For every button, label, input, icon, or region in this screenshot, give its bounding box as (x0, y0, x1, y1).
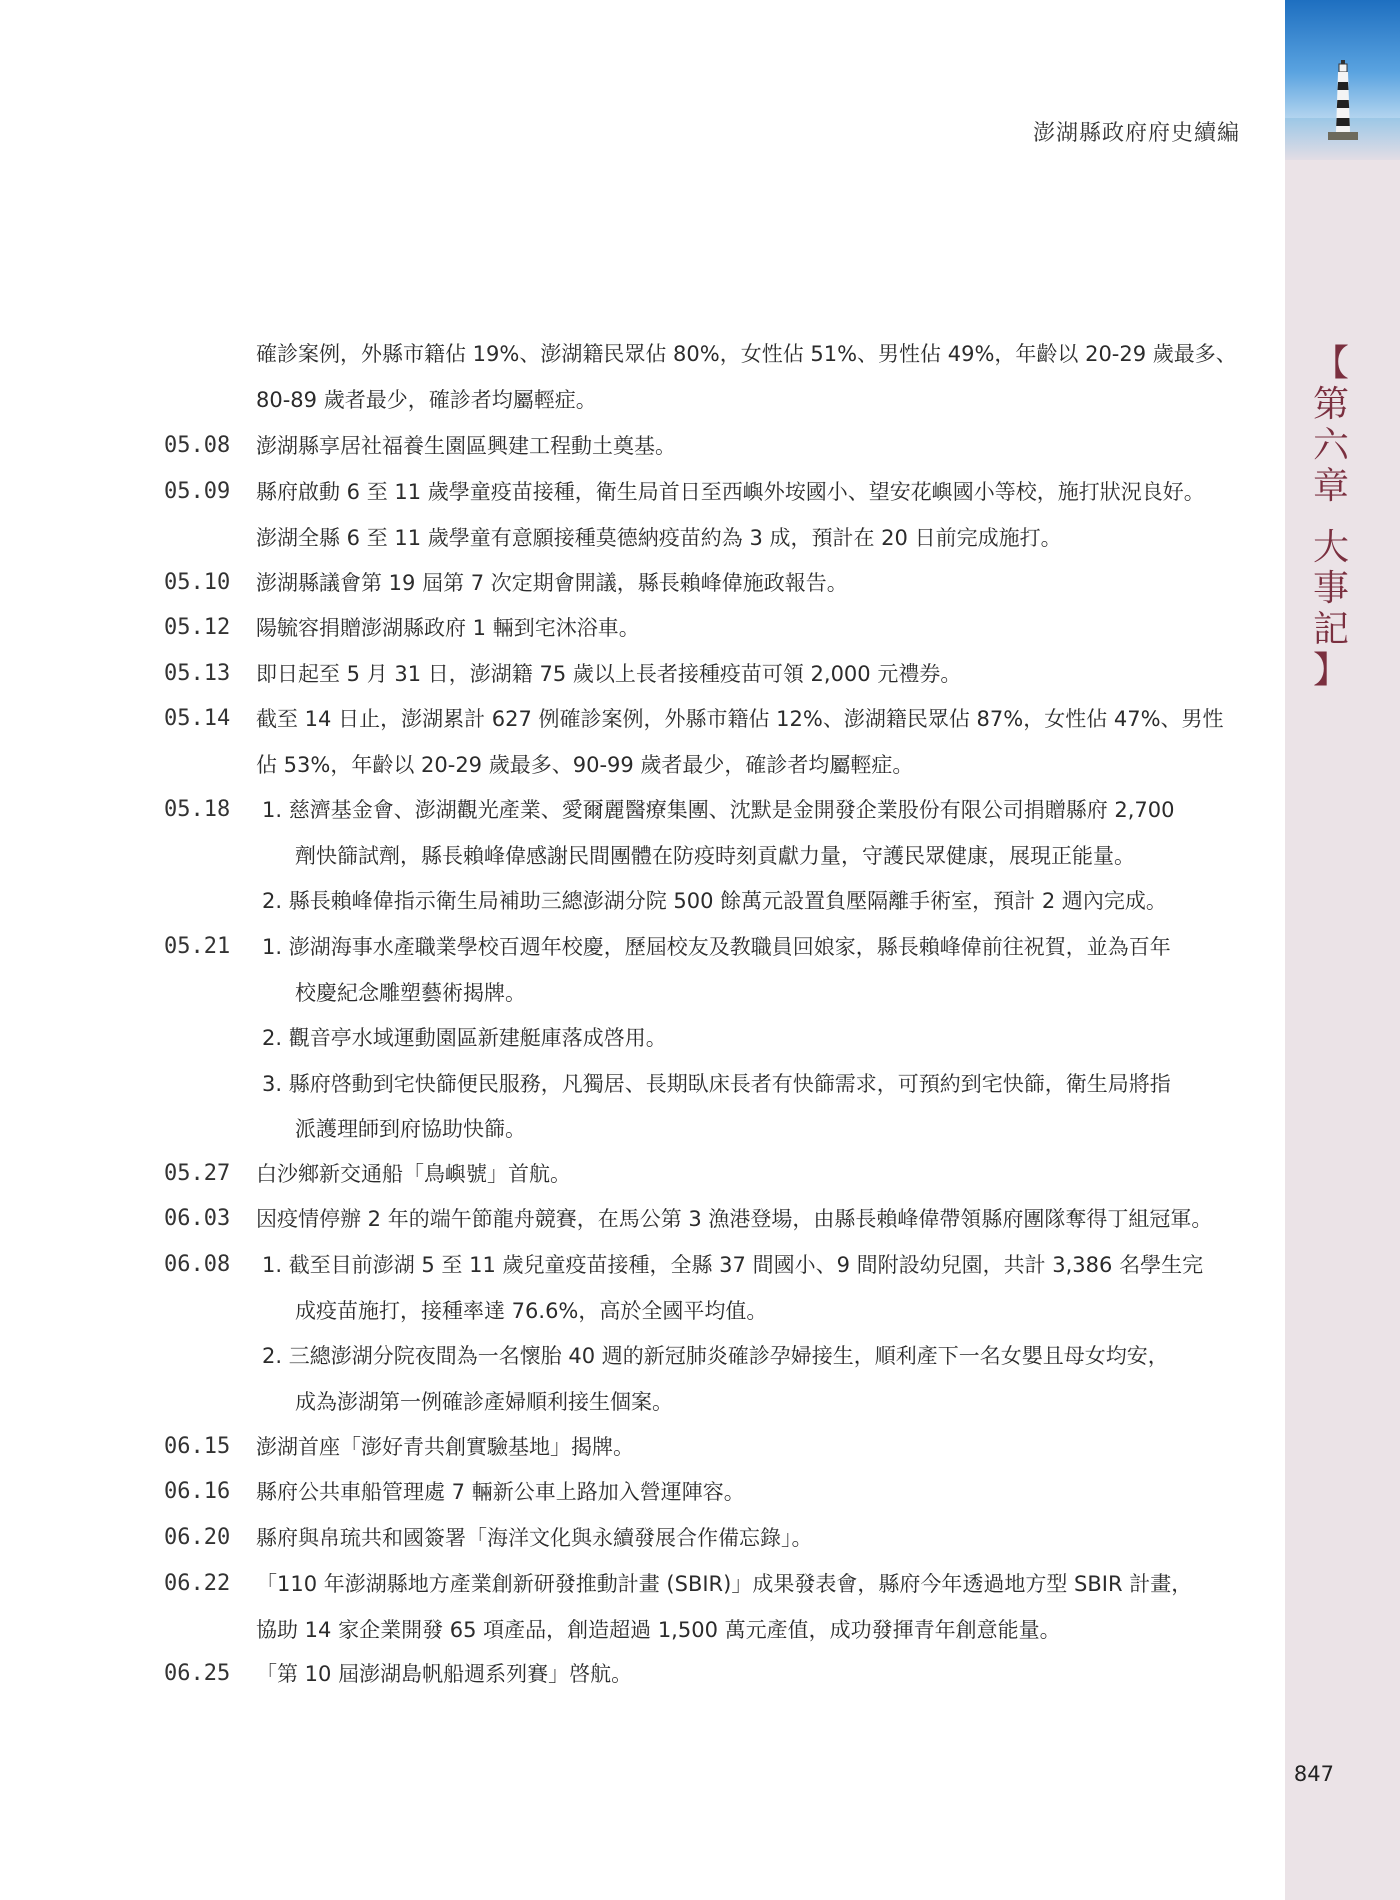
entry-list-item: 3. 縣府啓動到宅快篩便民服務，凡獨居、長期臥床長者有快篩需求，可預約到宅快篩，衛生局將指 (262, 1072, 1171, 1096)
entry-date: 05.18 (164, 797, 231, 822)
entry-text: 「110 年澎湖縣地方產業創新研發推動計畫 (SBIR)」成果發表會，縣府今年透過地方型 SBIR 計畫， (256, 1572, 1193, 1596)
entry-text: 縣府啟動 6 至 11 歲學童疫苗接種，衛生局首日至西嶼外垵國小、望安花嶼國小等校，施打狀況良好。 (256, 480, 1205, 504)
entry-text: 即日起至 5 月 31 日，澎湖籍 75 歲以上長者接種疫苗可領 2,000 元禮券。 (256, 662, 962, 686)
entry-date: 06.16 (164, 1479, 231, 1504)
entry-date: 06.08 (164, 1252, 231, 1277)
entry-text: 80-89 歲者最少，確診者均屬輕症。 (256, 388, 597, 412)
entry-text: 陽毓容捐贈澎湖縣政府 1 輛到宅沐浴車。 (256, 616, 640, 640)
entry-date: 05.12 (164, 615, 231, 640)
lighthouse-photo (1285, 0, 1400, 160)
entry-text: 因疫情停辦 2 年的端午節龍舟競賽，在馬公第 3 漁港登場，由縣長賴峰偉帶領縣府團隊奪得丁組冠軍。 (256, 1207, 1213, 1231)
entry-text: 白沙鄉新交通船「鳥嶼號」首航。 (256, 1162, 571, 1186)
running-header: 澎湖縣政府府史續編 (1032, 121, 1240, 146)
entry-list-continuation: 派護理師到府協助快篩。 (295, 1117, 526, 1141)
entry-list-item: 1. 截至目前澎湖 5 至 11 歲兒童疫苗接種，全縣 37 間國小、9 間附設幼兒園，共計 3,386 名學生完 (262, 1253, 1204, 1277)
entry-date: 06.20 (164, 1525, 231, 1550)
entry-text: 澎湖縣議會第 19 屆第 7 次定期會開議，縣長賴峰偉施政報告。 (256, 571, 848, 595)
lighthouse-icon (1328, 60, 1358, 140)
entry-date: 05.27 (164, 1161, 231, 1186)
entry-date: 05.14 (164, 706, 231, 731)
chapter-tab-char: 事 (1312, 568, 1349, 609)
entry-date: 06.25 (164, 1661, 231, 1686)
entry-list-continuation: 劑快篩試劑，縣長賴峰偉感謝民間團體在防疫時刻貢獻力量，守護民眾健康，展現正能量。 (295, 844, 1135, 868)
entry-date: 05.21 (164, 934, 231, 959)
chapter-tab-gap (1304, 507, 1358, 527)
side-strip (1285, 0, 1400, 1900)
entry-text: 協助 14 家企業開發 65 項產品，創造超過 1,500 萬元產值，成功發揮青年創意能量。 (256, 1618, 1061, 1642)
entry-text: 佔 53%，年齡以 20-29 歲最多、90-99 歲者最少，確診者均屬輕症。 (256, 753, 914, 777)
entry-date: 05.10 (164, 570, 231, 595)
chapter-tab-bracket-open: 【 (1312, 343, 1349, 384)
entry-list-item: 1. 慈濟基金會、澎湖觀光產業、愛爾麗醫療集團、沈默是金開發企業股份有限公司捐贈縣府 2,700 (262, 798, 1175, 822)
entry-list-continuation: 成為澎湖第一例確診產婦順利接生個案。 (295, 1390, 673, 1414)
entry-list-item: 2. 縣長賴峰偉指示衛生局補助三總澎湖分院 500 餘萬元設置負壓隔離手術室，預計 2 週內完成。 (262, 889, 1167, 913)
entry-list-continuation: 成疫苗施打，接種率達 76.6%，高於全國平均值。 (295, 1299, 768, 1323)
page-number: 847 (1293, 1762, 1334, 1786)
entry-list-item: 2. 三總澎湖分院夜間為一名懷胎 40 週的新冠肺炎確診孕婦接生，順利產下一名女嬰且母女均安， (262, 1344, 1169, 1368)
chapter-tab-char: 六 (1312, 425, 1349, 466)
chapter-tab-char: 記 (1312, 609, 1349, 650)
entry-date: 06.03 (164, 1206, 231, 1231)
chapter-tab-char: 章 (1312, 466, 1349, 507)
entry-date: 06.15 (164, 1434, 231, 1459)
entry-list-continuation: 校慶紀念雕塑藝術揭牌。 (295, 981, 526, 1005)
entry-text: 截至 14 日止，澎湖累計 627 例確診案例，外縣市籍佔 12%、澎湖籍民眾佔 87%，女性佔 47%、男性 (256, 707, 1224, 731)
entry-date: 05.09 (164, 479, 231, 504)
entry-text: 澎湖全縣 6 至 11 歲學童有意願接種莫德納疫苗約為 3 成，預計在 20 日前完成施打。 (256, 526, 1062, 550)
entry-text: 「第 10 屆澎湖島帆船週系列賽」啓航。 (256, 1662, 633, 1686)
entry-text: 確診案例，外縣市籍佔 19%、澎湖籍民眾佔 80%，女性佔 51%、男性佔 49%，年齡以 20-29 歲最多、 (256, 342, 1237, 366)
chapter-tab-bracket-close: 】 (1312, 650, 1349, 691)
entry-text: 澎湖縣享居社福養生園區興建工程動土奠基。 (256, 434, 676, 458)
entry-text: 澎湖首座「澎好青共創實驗基地」揭牌。 (256, 1435, 634, 1459)
entry-date: 05.13 (164, 661, 231, 686)
entry-text: 縣府與帛琉共和國簽署「海洋文化與永續發展合作備忘錄」。 (256, 1526, 813, 1550)
entry-date: 06.22 (164, 1571, 231, 1596)
chapter-tab-char: 第 (1312, 384, 1349, 425)
entry-list-item: 2. 觀音亭水域運動園區新建艇庫落成啓用。 (262, 1026, 667, 1050)
chapter-tab-char: 大 (1312, 527, 1349, 568)
entry-text: 縣府公共車船管理處 7 輛新公車上路加入營運陣容。 (256, 1480, 745, 1504)
entry-date: 05.08 (164, 433, 231, 458)
entry-list-item: 1. 澎湖海事水產職業學校百週年校慶，歷屆校友及教職員回娘家，縣長賴峰偉前往祝賀，並為百年 (262, 935, 1171, 959)
chapter-tab (1304, 343, 1358, 691)
